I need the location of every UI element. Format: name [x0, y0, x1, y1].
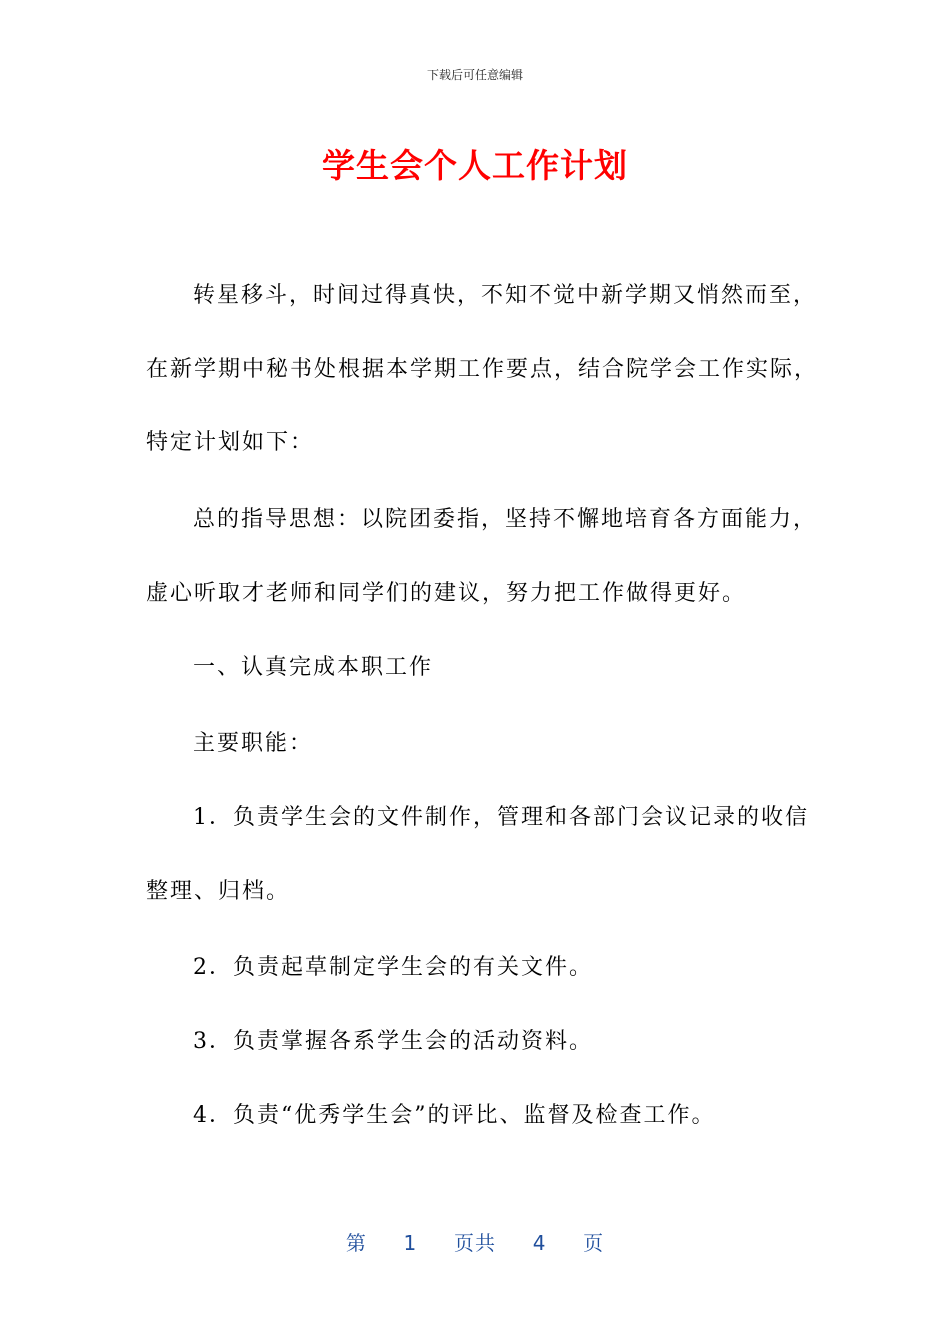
footer-prefix: 第 [345, 1231, 367, 1255]
paragraph-line: 总的指导思想：以院团委指，坚持不懈地培育各方面能力， [193, 507, 818, 532]
list-item: 2．负责起草制定学生会的有关文件。 [193, 955, 593, 980]
section-heading: 一、认真完成本职工作 [193, 655, 434, 680]
list-item: 3．负责掌握各系学生会的活动资料。 [193, 1029, 593, 1054]
footer-middle: 页共 [454, 1231, 496, 1255]
list-item-continuation: 整理、归档。 [146, 879, 291, 904]
footer-total-pages: 4 [532, 1231, 547, 1255]
header-note: 下载后可任意编辑 [426, 68, 523, 82]
paragraph-line: 虚心听取才老师和同学们的建议，努力把工作做得更好。 [146, 581, 747, 606]
page-footer [0, 1227, 950, 1256]
footer-page-number: 1 [403, 1231, 418, 1255]
list-item: 4．负责“优秀学生会”的评比、监督及检查工作。 [193, 1103, 716, 1128]
paragraph-line: 主要职能： [193, 731, 314, 756]
paragraph-line: 特定计划如下： [146, 430, 315, 455]
document-title: 学生会个人工作计划 [322, 146, 628, 185]
footer-suffix: 页 [583, 1231, 605, 1255]
list-item: 1．负责学生会的文件制作，管理和各部门会议记录的收信 [193, 805, 809, 830]
paragraph-line: 转星移斗，时间过得真快，不知不觉中新学期又悄然而至， [193, 283, 818, 308]
paragraph-line: 在新学期中秘书处根据本学期工作要点，结合院学会工作实际， [146, 357, 819, 382]
